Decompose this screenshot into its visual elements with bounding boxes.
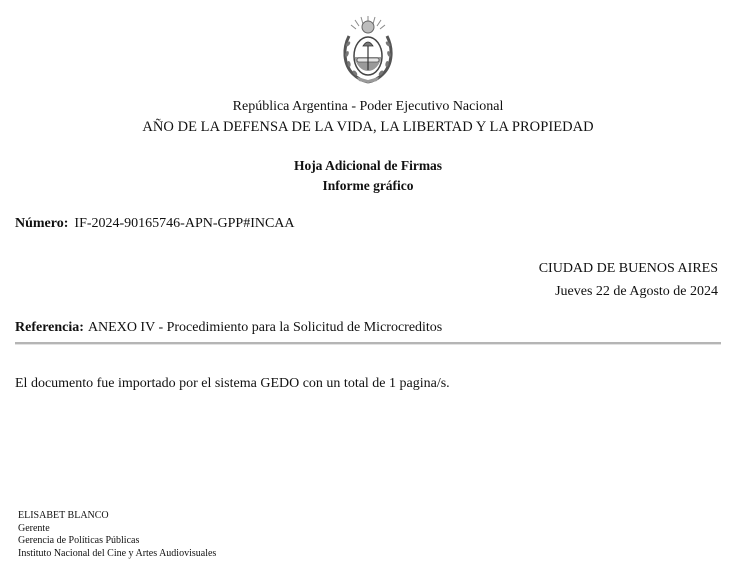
signer-institution: Instituto Nacional del Cine y Artes Audiovisuales	[18, 547, 217, 559]
document-body-text: El documento fue importado por el sistema GEDO con un total de 1 pagina/s.	[15, 376, 450, 391]
signer-department: Gerencia de Políticas Públicas	[18, 535, 140, 546]
document-header	[0, 97, 736, 137]
document-number-value: IF-2024-90165746-APN-GPP#INCAA	[74, 216, 295, 231]
reference-value: ANEXO IV - Procedimiento para la Solicitud de Microcreditos	[87, 320, 443, 335]
header-year-motto: AÑO DE LA DEFENSA DE LA VIDA, LA LIBERTAD Y LA PROPIEDAD	[142, 119, 594, 135]
document-number-label: Número:	[15, 216, 69, 231]
place-and-date	[539, 257, 718, 303]
location-text: CIUDAD DE BUENOS AIRES	[538, 261, 718, 276]
signer-role: Gerente	[18, 522, 50, 534]
document-number	[15, 215, 295, 233]
argentina-coat-of-arms-icon	[339, 14, 397, 84]
separator-rule	[15, 342, 721, 345]
date-text: Jueves 22 de Agosto de 2024	[555, 284, 718, 299]
document-title-line1: Hoja Adicional de Firmas	[293, 158, 443, 173]
header-institution: República Argentina - Poder Ejecutivo Nacional	[232, 99, 504, 114]
document-title	[0, 156, 736, 196]
reference	[15, 319, 442, 337]
reference-label: Referencia:	[15, 320, 84, 335]
document-title-line2: Informe gráfico	[322, 178, 414, 193]
signer-block	[18, 510, 216, 560]
signer-name: ELISABET BLANCO	[18, 510, 109, 521]
